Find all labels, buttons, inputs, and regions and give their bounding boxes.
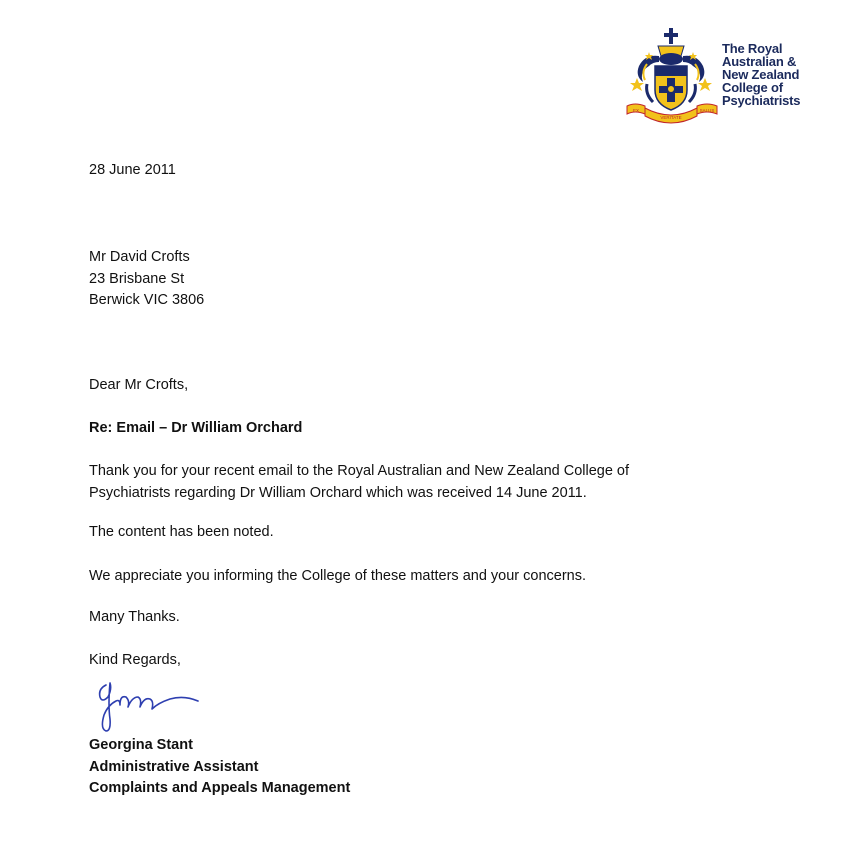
college-name-line: New Zealand	[722, 67, 800, 82]
closing-line: Kind Regards,	[89, 652, 181, 668]
salutation: Dear Mr Crofts,	[89, 377, 189, 393]
signatory-title: Administrative Assistant	[89, 759, 259, 775]
signatory-department: Complaints and Appeals Management	[89, 780, 351, 796]
recipient-city: Berwick VIC 3806	[89, 292, 205, 308]
college-name-line: Psychiatrists	[722, 93, 801, 108]
handwritten-signature	[92, 675, 207, 735]
motto-right-text: SALUS	[699, 108, 715, 113]
college-name	[722, 42, 800, 107]
body-paragraph-2: The content has been noted.	[89, 524, 274, 540]
subject-line: Re: Email – Dr William Orchard	[89, 420, 303, 436]
college-name-line: The Royal	[722, 41, 783, 56]
motto-left-text: EX	[632, 108, 640, 113]
college-crest-logo	[625, 26, 720, 124]
college-name-line: College of	[722, 80, 783, 95]
body-paragraph-3: We appreciate you informing the College of these matters and your concerns.	[89, 568, 587, 584]
recipient-street: 23 Brisbane St	[89, 271, 185, 287]
body-paragraph-1-line-1: Thank you for your recent email to the Royal Australian and New Zealand College of	[89, 463, 630, 479]
motto-center-text: VERITATE	[660, 115, 682, 120]
thanks-line: Many Thanks.	[89, 609, 180, 625]
college-name-line: Australian &	[722, 54, 797, 69]
letter-date: 28 June 2011	[89, 162, 176, 178]
body-paragraph-1-line-2: Psychiatrists regarding Dr William Orchard which was received 14 June 2011.	[89, 485, 587, 501]
letterhead	[625, 26, 825, 126]
signatory-name: Georgina Stant	[89, 737, 193, 753]
recipient-name: Mr David Crofts	[89, 249, 190, 265]
